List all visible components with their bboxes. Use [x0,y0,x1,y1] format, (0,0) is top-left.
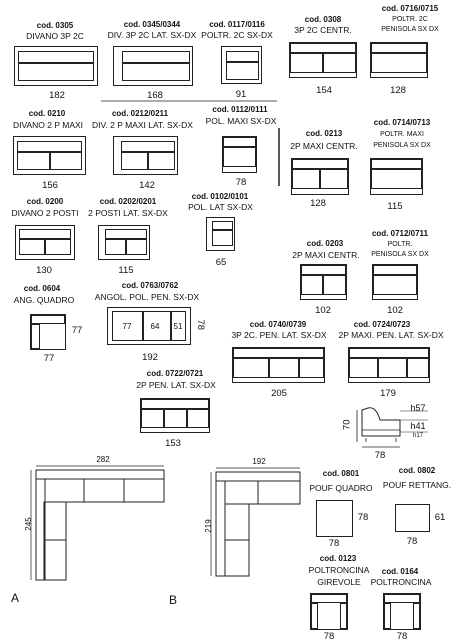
width-0604: 77 [43,353,55,364]
name-0716-b: PENISOLA SX DX [381,26,439,33]
width-0102: 65 [215,257,227,268]
name-0802: POUF RETTANG. [382,480,452,490]
code-0102: cod. 0102/0101 [191,192,249,201]
sofa-0716 [370,42,428,78]
depth-0763: 78 [194,319,206,331]
width-0801: 78 [328,538,340,549]
name-0604: ANG. QUADRO [13,295,75,305]
code-0724: cod. 0724/0723 [353,320,411,329]
code-0200: cod. 0200 [26,197,64,206]
sofa-0210 [13,136,86,175]
name-0117: POLTR. 2C SX-DX [201,30,273,40]
sofa-0200 [15,225,75,260]
width-0714: 115 [387,201,403,212]
name-0714-b: PENISOLA SX DX [373,142,431,149]
name-0308: 3P 2C CENTR. [294,25,352,35]
name-0164: POLTRONCINA [370,577,432,587]
width-0202: 115 [118,265,134,276]
seg1-0763: 77 [122,322,132,331]
compB-depth: 219 [204,519,213,533]
code-0112: cod. 0112/0111 [212,105,268,114]
code-0117: cod. 0117/0116 [209,20,265,29]
sofa-0305 [14,46,98,86]
sofa-0724 [348,347,430,383]
sofa-0117 [221,46,262,84]
width-0345: 168 [147,90,163,101]
compA-width: 282 [96,455,110,464]
name-0740: 3P 2C. PEN. LAT. SX-DX [231,330,327,340]
sofa-0102 [206,217,235,251]
side-h57: h57 [410,403,426,413]
width-0212: 142 [139,180,155,191]
code-0345: cod. 0345/0344 [123,20,181,29]
width-0112: 78 [235,177,247,188]
width-0123: 78 [323,631,335,642]
name-0213: 2P MAXI CENTR. [290,141,358,151]
name-0102: POL. LAT SX-DX [188,202,253,212]
name-0202: 2 POSTI LAT. SX-DX [88,208,168,218]
code-0714: cod. 0714/0713 [373,118,431,127]
name-0722: 2P PEN. LAT. SX-DX [136,380,216,390]
width-0763: 192 [142,352,158,363]
side-depth: 78 [374,450,386,461]
code-0305: cod. 0305 [36,21,74,30]
sofa-0213 [291,158,349,195]
side-h41: h41 [410,421,426,431]
width-0164: 78 [396,631,408,642]
chair-0164 [383,593,421,630]
name-0801: POUF QUADRO [309,483,373,493]
compB-width: 192 [252,457,266,466]
width-0203: 102 [315,305,331,316]
sofa-0345 [113,46,193,86]
width-0722: 153 [165,438,181,449]
size-0802: 61 [434,512,446,523]
sofa-0714 [370,158,423,195]
code-0740: cod. 0740/0739 [249,320,307,329]
code-0123: cod. 0123 [319,554,357,563]
name-0210: DIVANO 2 P MAXI [12,120,84,130]
name-0714-a: POLTR. MAXI [380,131,424,138]
code-0802: cod. 0802 [398,466,436,475]
code-0604: cod. 0604 [23,284,61,293]
code-0212: cod. 0212/0211 [111,109,169,118]
name-0305: DIVANO 3P 2C [26,31,84,41]
name-0123-a: POLTRONCINA [308,565,370,575]
width-0712: 102 [387,305,403,316]
code-0722: cod. 0722/0721 [146,369,204,378]
code-0308: cod. 0308 [304,15,342,24]
code-0763: cod. 0763/0762 [121,281,179,290]
seg2-0763: 64 [150,322,160,331]
code-0202: cod. 0202/0201 [99,197,157,206]
side-height: 70 [341,419,353,431]
width-0117: 91 [235,89,247,100]
sofa-0604 [30,314,66,350]
pouf-0801 [316,500,353,537]
width-0802: 78 [406,536,418,547]
sofa-0212 [113,136,178,175]
code-0716: cod. 0716/0715 [381,4,439,13]
width-0210: 156 [42,180,58,191]
width-0305: 182 [49,90,65,101]
name-0123-b: GIREVOLE [317,577,361,587]
name-0712-a: POLTR. [387,241,413,248]
sofa-0112 [222,136,257,173]
code-0801: cod. 0801 [322,469,360,478]
code-0712: cod. 0712/0711 [371,229,429,238]
side-h17: h17 [412,433,423,439]
sofa-0202 [98,225,150,260]
name-0763: ANGOL. POL. PEN. SX-DX [94,292,200,302]
chair-0123 [310,593,348,630]
name-0712-b: PENISOLA SX DX [371,251,429,258]
name-0724: 2P MAXI. PEN. LAT. SX-DX [338,330,444,340]
sofa-0740 [232,347,325,383]
name-0212: DIV. 2 P MAXI LAT. SX-DX [92,120,193,130]
width-0213: 128 [310,198,326,209]
name-0112: POL. MAXI SX-DX [205,116,277,126]
compB-label: B [168,593,177,607]
width-0724: 179 [380,388,396,399]
pouf-0802 [395,504,430,532]
sofa-0308 [289,42,357,78]
width-0716: 128 [390,85,406,96]
code-0210: cod. 0210 [28,109,66,118]
code-0213: cod. 0213 [305,129,343,138]
width-0200: 130 [36,265,52,276]
sofa-0722 [140,398,210,433]
name-0200: DIVANO 2 POSTI [11,208,79,218]
sofa-0203 [300,264,347,300]
code-0164: cod. 0164 [381,567,419,576]
sofa-0712 [372,264,418,300]
size-0801: 78 [357,512,369,523]
seg3-0763: 51 [173,322,183,331]
width-0308: 154 [316,85,332,96]
width-0740: 205 [271,388,287,399]
name-0345: DIV. 3P 2C LAT. SX-DX [107,30,197,40]
depth-0604: 77 [71,325,83,336]
code-0203: cod. 0203 [306,239,344,248]
compA-depth: 245 [24,517,33,531]
name-0203: 2P MAXI CENTR. [292,250,360,260]
compA-label: A [10,591,19,605]
name-0716-a: POLTR. 2C [392,16,428,23]
